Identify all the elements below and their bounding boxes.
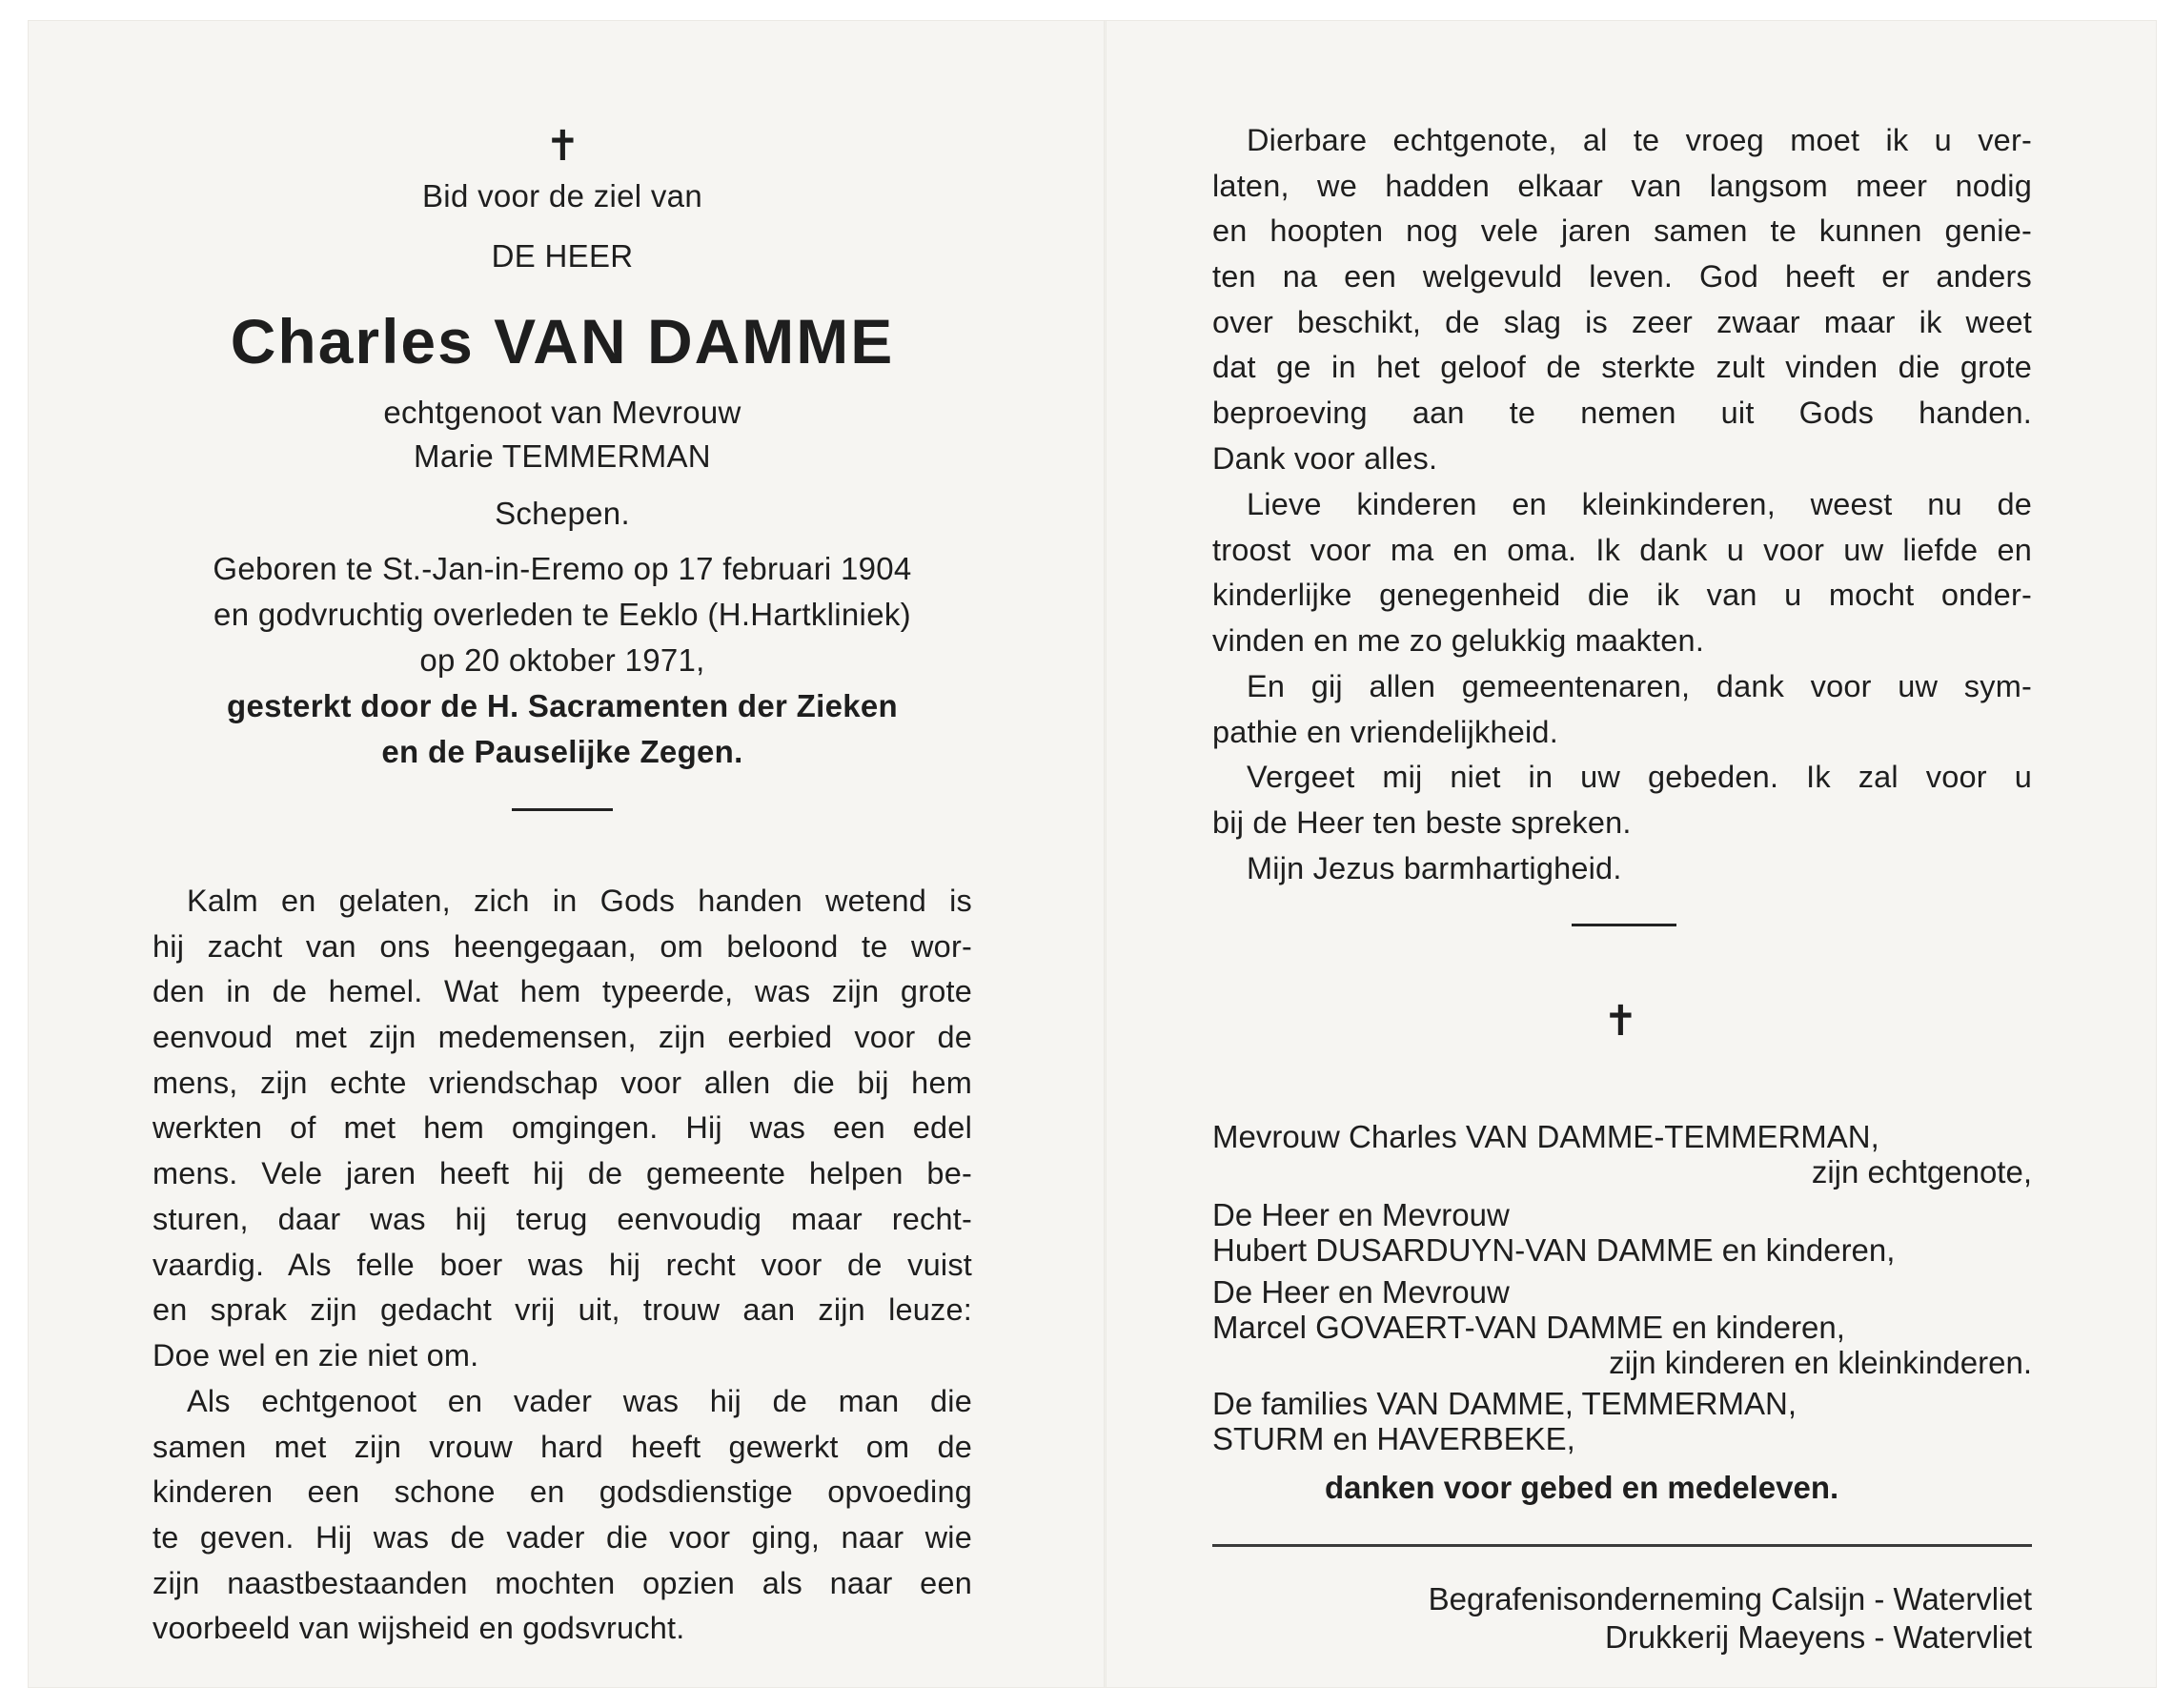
family-child-2-title: De Heer en Mevrouw bbox=[1212, 1274, 1510, 1310]
text-line: laten, we hadden elkaar van langsom meer nodig bbox=[1212, 168, 2032, 203]
text-line: kinderen een schone en godsdienstige opvoeding bbox=[152, 1474, 972, 1510]
text-line: eenvoud met zijn medemensen, zijn eerbied voor de bbox=[152, 1020, 972, 1055]
divider bbox=[1572, 924, 1676, 926]
text-line: hij zacht van ons heengegaan, om beloond te wor- bbox=[152, 928, 972, 964]
family-child-1-title: De Heer en Mevrouw bbox=[1212, 1197, 1510, 1232]
tribute-paragraph-2 bbox=[152, 1379, 972, 1652]
farewell-paragraph-3 bbox=[1212, 664, 2032, 755]
text-line: kinderlijke genegenheid die ik van u mocht onder- bbox=[1212, 578, 2032, 613]
text-line: en sprak zijn gedacht vrij uit, trouw aan zijn leuze: bbox=[152, 1292, 972, 1328]
family-descendants: zijn kinderen en kleinkinderen. bbox=[1609, 1345, 2032, 1380]
text-line: Kalm en gelaten, zich in Gods handen wetend is bbox=[187, 884, 972, 918]
text-line: beproeving aan te nemen uit Gods handen. bbox=[1212, 396, 2032, 431]
family-relatives-2: STURM en HAVERBEKE, bbox=[1212, 1421, 1575, 1456]
text-line: troost voor ma en oma. Ik dank u voor uw liefde en bbox=[1212, 532, 2032, 567]
death-line: en godvruchtig overleden te Eeklo (H.Hartkliniek) bbox=[213, 597, 911, 632]
text-line: vinden en me zo gelukkig maakten. bbox=[1212, 623, 1705, 659]
text-line: vaardig. Als felle boer was hij recht voor de vuist bbox=[152, 1247, 972, 1282]
card-fold bbox=[1104, 21, 1107, 1687]
farewell-paragraph-5 bbox=[1212, 846, 2032, 892]
text-line: dat ge in het geloof de sterkte zult vinden die grote bbox=[1212, 350, 2032, 385]
text-line: Vergeet mij niet in uw gebeden. Ik zal voor u bbox=[1247, 760, 2032, 794]
family-list bbox=[1212, 1119, 2032, 1505]
text-line: over beschikt, de slag is zeer zwaar maar ik weet bbox=[1212, 304, 2032, 339]
text-line: bij de Heer ten beste spreken. bbox=[1212, 804, 1632, 840]
farewell-paragraph-1 bbox=[1212, 118, 2032, 482]
text-line: mens, zijn echte vriendschap voor allen die bij hem bbox=[152, 1065, 972, 1100]
family-spouse-relation: zijn echtgenote, bbox=[1811, 1154, 2032, 1190]
text-line: ten na een welgevuld leven. God heeft er anders bbox=[1212, 259, 2032, 295]
text-line: samen met zijn vrouw hard heeft gewerkt om de bbox=[152, 1429, 972, 1464]
text-line: den in de hemel. Wat hem typeerde, was zijn grote bbox=[152, 974, 972, 1009]
text-line: Lieve kinderen en kleinkinderen, weest nu de bbox=[1247, 487, 2032, 521]
printer-credit: Drukkerij Maeyens - Watervliet bbox=[1604, 1619, 2032, 1655]
tribute-paragraph-1 bbox=[152, 879, 972, 1379]
intro-line: Bid voor de ziel van bbox=[422, 178, 702, 214]
cross-icon: ✝ bbox=[545, 122, 580, 171]
family-child-2: Marcel GOVAERT-VAN DAMME en kinderen, bbox=[1212, 1310, 1845, 1345]
cross-icon: ✝ bbox=[1603, 997, 1638, 1046]
deceased-name: Charles VAN DAMME bbox=[230, 306, 895, 376]
family-child-1: Hubert DUSARDUYN-VAN DAMME en kinderen, bbox=[1212, 1232, 1896, 1268]
undertaker-credit: Begrafenisonderneming Calsijn - Watervliet bbox=[1428, 1581, 2032, 1616]
birth-line: Geboren te St.-Jan-in-Eremo op 17 februari 1904 bbox=[213, 551, 912, 586]
farewell-paragraph-2 bbox=[1212, 482, 2032, 664]
divider bbox=[512, 808, 613, 811]
spouse-line-1: echtgenoot van Mevrouw bbox=[383, 395, 741, 430]
text-line: Dierbare echtgenote, al te vroeg moet ik u ver- bbox=[1247, 123, 2032, 157]
footer-divider bbox=[1212, 1544, 2032, 1547]
text-line: werkten of met hem omgingen. Hij was een edel bbox=[152, 1110, 972, 1146]
honorific: DE HEER bbox=[491, 238, 634, 274]
text-line: Doe wel en zie niet om. bbox=[152, 1337, 479, 1372]
sacraments-line-1: gesterkt door de H. Sacramenten der Zieken bbox=[227, 688, 898, 723]
text-line: Dank voor alles. bbox=[1212, 440, 1438, 476]
text-line: mens. Vele jaren heeft hij de gemeente helpen be- bbox=[152, 1156, 972, 1191]
death-date: op 20 oktober 1971, bbox=[419, 642, 705, 678]
text-line: sturen, daar was hij terug eenvoudig maar recht- bbox=[152, 1201, 972, 1236]
text-line: en hoopten nog vele jaren samen te kunnen genie- bbox=[1212, 214, 2032, 249]
role: Schepen. bbox=[495, 496, 630, 531]
text-line: Als echtgenoot en vader was hij de man die bbox=[187, 1384, 972, 1418]
text-line: zijn naastbestaanden mochten opzien als naar een bbox=[152, 1565, 972, 1600]
footer-credits bbox=[1429, 1580, 2032, 1657]
spouse-line-2: Marie TEMMERMAN bbox=[414, 438, 711, 474]
thanks-line: danken voor gebed en medeleven. bbox=[1325, 1470, 1839, 1505]
text-line: pathie en vriendelijkheid. bbox=[1212, 714, 1558, 749]
farewell-paragraph-4 bbox=[1212, 755, 2032, 845]
text-line: Mijn Jezus barmhartigheid. bbox=[1247, 851, 1622, 885]
text-line: En gij allen gemeentenaren, dank voor uw sym- bbox=[1247, 669, 2032, 703]
sacraments-line-2: en de Pauselijke Zegen. bbox=[381, 734, 743, 769]
family-relatives-1: De families VAN DAMME, TEMMERMAN, bbox=[1212, 1386, 1797, 1421]
family-spouse: Mevrouw Charles VAN DAMME-TEMMERMAN, bbox=[1212, 1119, 1879, 1154]
text-line: te geven. Hij was de vader die voor ging, naar wie bbox=[152, 1520, 972, 1556]
text-line: voorbeeld van wijsheid en godsvrucht. bbox=[152, 1611, 685, 1646]
